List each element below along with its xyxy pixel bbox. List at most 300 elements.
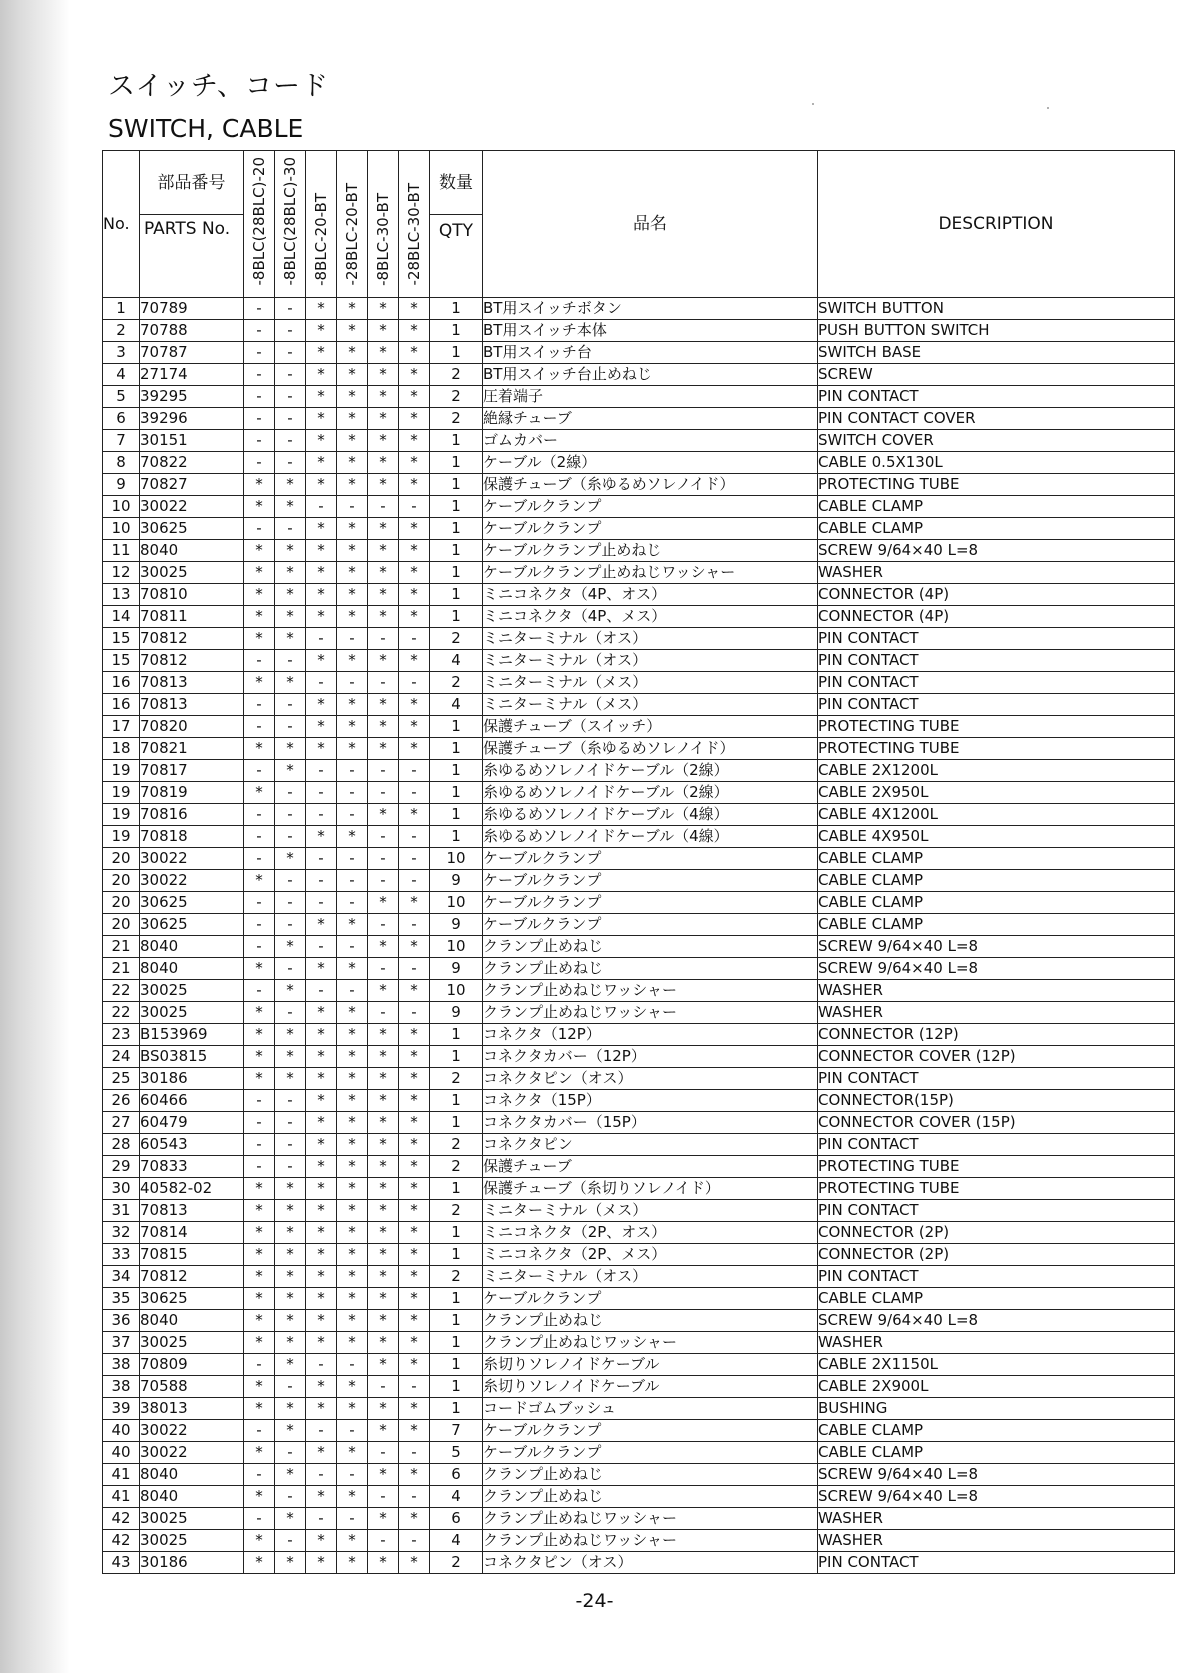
model-mark: * (306, 297, 337, 319)
quantity: 2 (430, 1155, 483, 1177)
model-mark: * (399, 737, 430, 759)
quantity: 1 (430, 715, 483, 737)
part-description: CABLE CLAMP (818, 869, 1175, 891)
model-mark: * (306, 1133, 337, 1155)
part-name: 糸ゆるめソレノイドケーブル（2線） (483, 759, 818, 781)
model-mark: - (244, 407, 275, 429)
part-name: クランプ止めねじ (483, 1485, 818, 1507)
quantity: 4 (430, 693, 483, 715)
model-mark: - (399, 1485, 430, 1507)
page-title-en: SWITCH, CABLE (108, 114, 304, 143)
quantity: 4 (430, 1485, 483, 1507)
header-model: -28BLC-30-BT (399, 151, 430, 298)
part-description: PIN CONTACT (818, 385, 1175, 407)
part-name: 絶縁チューブ (483, 407, 818, 429)
quantity: 1 (430, 1331, 483, 1353)
model-mark: - (244, 363, 275, 385)
table-row (103, 1287, 1175, 1309)
model-mark: * (399, 407, 430, 429)
model-mark: * (368, 363, 399, 385)
part-description: CABLE 4X1200L (818, 803, 1175, 825)
table-row (103, 1353, 1175, 1375)
item-no: 18 (103, 737, 140, 759)
item-no: 20 (103, 869, 140, 891)
model-mark: * (337, 1485, 368, 1507)
part-description: CABLE 0.5X130L (818, 451, 1175, 473)
item-no: 13 (103, 583, 140, 605)
part-name: ケーブル（2線） (483, 451, 818, 473)
model-mark: - (275, 363, 306, 385)
model-mark: - (368, 1001, 399, 1023)
model-mark: - (399, 913, 430, 935)
model-mark: - (306, 869, 337, 891)
part-description: CABLE CLAMP (818, 913, 1175, 935)
part-name: ゴムカバー (483, 429, 818, 451)
part-description: CONNECTOR (4P) (818, 583, 1175, 605)
item-no: 28 (103, 1133, 140, 1155)
model-mark: * (337, 605, 368, 627)
model-mark: * (399, 517, 430, 539)
model-mark: * (244, 583, 275, 605)
part-name: ケーブルクランプ (483, 1441, 818, 1463)
model-mark: * (399, 1155, 430, 1177)
model-mark: * (275, 1353, 306, 1375)
model-mark: * (399, 605, 430, 627)
part-description: CABLE CLAMP (818, 1287, 1175, 1309)
model-mark: * (275, 935, 306, 957)
model-mark: - (399, 847, 430, 869)
model-mark: * (399, 1507, 430, 1529)
part-number: 30625 (140, 1287, 244, 1309)
quantity: 2 (430, 1133, 483, 1155)
parts-table (102, 150, 1175, 1574)
header-name: 品名 (483, 151, 818, 298)
item-no: 21 (103, 957, 140, 979)
model-mark: * (337, 1133, 368, 1155)
part-name: ケーブルクランプ (483, 517, 818, 539)
model-mark: * (368, 451, 399, 473)
item-no: 3 (103, 341, 140, 363)
model-mark: * (368, 319, 399, 341)
table-row (103, 1133, 1175, 1155)
table-row (103, 671, 1175, 693)
part-name: コネクタピン (483, 1133, 818, 1155)
item-no: 2 (103, 319, 140, 341)
model-mark: * (275, 1507, 306, 1529)
model-mark: - (399, 869, 430, 891)
part-description: PROTECTING TUBE (818, 715, 1175, 737)
model-mark: * (306, 1441, 337, 1463)
model-mark: * (244, 495, 275, 517)
part-number: 60479 (140, 1111, 244, 1133)
part-number: 70588 (140, 1375, 244, 1397)
item-no: 25 (103, 1067, 140, 1089)
model-mark: * (337, 407, 368, 429)
part-number: 39296 (140, 407, 244, 429)
model-mark: - (368, 847, 399, 869)
model-mark: * (306, 737, 337, 759)
part-number: 30025 (140, 1507, 244, 1529)
model-mark: * (337, 1001, 368, 1023)
part-number: 8040 (140, 935, 244, 957)
model-mark: * (368, 1463, 399, 1485)
part-name: クランプ止めねじ (483, 935, 818, 957)
model-mark: * (368, 1397, 399, 1419)
part-description: SWITCH COVER (818, 429, 1175, 451)
quantity: 2 (430, 671, 483, 693)
item-no: 16 (103, 693, 140, 715)
part-description: PROTECTING TUBE (818, 737, 1175, 759)
part-description: SCREW 9/64×40 L=8 (818, 1309, 1175, 1331)
part-name: 保護チューブ（スイッチ） (483, 715, 818, 737)
model-mark: * (399, 341, 430, 363)
model-mark: - (306, 1353, 337, 1375)
model-mark: * (306, 1089, 337, 1111)
part-description: CABLE CLAMP (818, 847, 1175, 869)
model-mark: * (244, 1067, 275, 1089)
part-number: 30625 (140, 891, 244, 913)
table-row (103, 407, 1175, 429)
model-mark: - (244, 385, 275, 407)
item-no: 19 (103, 803, 140, 825)
part-number: BS03815 (140, 1045, 244, 1067)
part-number: 70788 (140, 319, 244, 341)
model-mark: * (306, 451, 337, 473)
quantity: 9 (430, 957, 483, 979)
item-no: 31 (103, 1199, 140, 1221)
part-number: 8040 (140, 539, 244, 561)
model-mark: * (368, 1023, 399, 1045)
table-row (103, 517, 1175, 539)
quantity: 1 (430, 1221, 483, 1243)
model-mark: * (275, 539, 306, 561)
model-mark: * (337, 1177, 368, 1199)
part-description: CONNECTOR COVER (15P) (818, 1111, 1175, 1133)
model-mark: * (306, 1551, 337, 1573)
model-mark: * (368, 517, 399, 539)
model-mark: * (368, 1221, 399, 1243)
model-mark: * (399, 891, 430, 913)
quantity: 1 (430, 1287, 483, 1309)
quantity: 1 (430, 297, 483, 319)
model-mark: * (306, 363, 337, 385)
model-mark: * (368, 1287, 399, 1309)
model-mark: - (244, 759, 275, 781)
model-mark: * (275, 627, 306, 649)
model-mark: * (244, 1485, 275, 1507)
item-no: 29 (103, 1155, 140, 1177)
model-mark: * (368, 1177, 399, 1199)
model-mark: * (337, 1375, 368, 1397)
part-name: クランプ止めねじワッシャー (483, 1001, 818, 1023)
part-number: 38013 (140, 1397, 244, 1419)
model-mark: * (399, 1309, 430, 1331)
model-mark: - (244, 517, 275, 539)
model-mark: - (275, 1133, 306, 1155)
part-name: ミニコネクタ（2P、メス） (483, 1243, 818, 1265)
quantity: 4 (430, 1529, 483, 1551)
quantity: 10 (430, 891, 483, 913)
part-number: 70813 (140, 671, 244, 693)
model-mark: * (337, 1221, 368, 1243)
model-mark: * (275, 1023, 306, 1045)
item-no: 37 (103, 1331, 140, 1353)
model-mark: - (275, 825, 306, 847)
quantity: 1 (430, 605, 483, 627)
model-mark: * (337, 517, 368, 539)
model-mark: * (275, 671, 306, 693)
part-description: CABLE CLAMP (818, 1419, 1175, 1441)
model-mark: * (368, 979, 399, 1001)
model-mark: - (368, 759, 399, 781)
model-mark: - (306, 847, 337, 869)
part-name: クランプ止めねじ (483, 1309, 818, 1331)
quantity: 2 (430, 627, 483, 649)
model-mark: - (244, 979, 275, 1001)
part-description: PIN CONTACT (818, 671, 1175, 693)
quantity: 1 (430, 1023, 483, 1045)
part-description: SCREW 9/64×40 L=8 (818, 539, 1175, 561)
quantity: 9 (430, 869, 483, 891)
model-mark: * (399, 451, 430, 473)
part-number: 70787 (140, 341, 244, 363)
table-row (103, 1309, 1175, 1331)
part-name: 保護チューブ（糸ゆるめソレノイド） (483, 737, 818, 759)
part-name: 糸切りソレノイドケーブル (483, 1375, 818, 1397)
model-mark: - (275, 517, 306, 539)
model-mark: - (275, 693, 306, 715)
part-number: 70815 (140, 1243, 244, 1265)
header-model: -8BLC-20-BT (306, 151, 337, 298)
model-mark: * (244, 1375, 275, 1397)
part-name: 保護チューブ（糸切りソレノイド） (483, 1177, 818, 1199)
model-mark: * (399, 583, 430, 605)
part-name: コネクタ（15P） (483, 1089, 818, 1111)
model-mark: - (368, 1441, 399, 1463)
model-mark: * (399, 1199, 430, 1221)
part-name: ミニターミナル（メス） (483, 671, 818, 693)
model-mark: - (275, 1529, 306, 1551)
model-mark: - (244, 1111, 275, 1133)
model-mark: * (306, 1309, 337, 1331)
model-mark: * (368, 473, 399, 495)
model-mark: - (275, 1155, 306, 1177)
scan-edge-shadow (0, 0, 70, 1673)
item-no: 27 (103, 1111, 140, 1133)
table-row (103, 847, 1175, 869)
page-title-jp: スイッチ、コード (108, 71, 330, 102)
model-mark: - (244, 1089, 275, 1111)
model-mark: * (368, 341, 399, 363)
model-mark: * (244, 627, 275, 649)
part-name: ミニターミナル（メス） (483, 1199, 818, 1221)
model-mark: * (275, 1243, 306, 1265)
part-number: 70820 (140, 715, 244, 737)
part-number: 70822 (140, 451, 244, 473)
part-description: CONNECTOR (2P) (818, 1221, 1175, 1243)
part-name: コネクタカバー（15P） (483, 1111, 818, 1133)
part-description: CABLE 2X900L (818, 1375, 1175, 1397)
table-header-row (103, 151, 1175, 215)
model-mark: - (244, 341, 275, 363)
part-number: 8040 (140, 957, 244, 979)
quantity: 1 (430, 1375, 483, 1397)
part-description: PUSH BUTTON SWITCH (818, 319, 1175, 341)
part-description: PIN CONTACT (818, 1265, 1175, 1287)
model-mark: - (244, 913, 275, 935)
model-mark: - (306, 803, 337, 825)
quantity: 1 (430, 561, 483, 583)
part-number: 39295 (140, 385, 244, 407)
model-mark: - (368, 825, 399, 847)
item-no: 12 (103, 561, 140, 583)
model-mark: - (275, 407, 306, 429)
scan-speck (1047, 107, 1049, 109)
quantity: 1 (430, 1309, 483, 1331)
quantity: 10 (430, 979, 483, 1001)
quantity: 10 (430, 847, 483, 869)
model-mark: * (244, 1243, 275, 1265)
item-no: 8 (103, 451, 140, 473)
model-mark: - (275, 1111, 306, 1133)
part-number: 30022 (140, 495, 244, 517)
model-mark: - (275, 1441, 306, 1463)
header-qty-jp: 数量 (430, 151, 483, 215)
model-mark: - (275, 429, 306, 451)
part-number: 30022 (140, 1419, 244, 1441)
part-name: BT用スイッチボタン (483, 297, 818, 319)
part-name: ミニターミナル（オス） (483, 1265, 818, 1287)
model-mark: * (275, 847, 306, 869)
model-mark: - (275, 869, 306, 891)
model-mark: * (306, 1221, 337, 1243)
part-name: 糸ゆるめソレノイドケーブル（4線） (483, 803, 818, 825)
part-number: 30022 (140, 1441, 244, 1463)
model-mark: * (337, 561, 368, 583)
model-mark: * (275, 759, 306, 781)
model-mark: * (337, 737, 368, 759)
model-mark: * (399, 935, 430, 957)
model-mark: - (244, 1133, 275, 1155)
model-mark: * (244, 1023, 275, 1045)
item-no: 1 (103, 297, 140, 319)
model-mark: * (337, 583, 368, 605)
table-row (103, 781, 1175, 803)
quantity: 2 (430, 363, 483, 385)
model-mark: * (368, 1309, 399, 1331)
model-mark: - (399, 1529, 430, 1551)
model-mark: - (368, 627, 399, 649)
model-mark: - (399, 671, 430, 693)
model-mark: * (368, 737, 399, 759)
model-mark: * (368, 1507, 399, 1529)
table-row (103, 1507, 1175, 1529)
model-mark: - (275, 649, 306, 671)
model-mark: * (368, 1111, 399, 1133)
part-name: 保護チューブ（糸ゆるめソレノイド） (483, 473, 818, 495)
part-number: 30022 (140, 847, 244, 869)
part-description: CABLE CLAMP (818, 1441, 1175, 1463)
part-description: CABLE 2X1150L (818, 1353, 1175, 1375)
model-mark: - (306, 891, 337, 913)
part-number: 27174 (140, 363, 244, 385)
model-mark: - (244, 847, 275, 869)
model-mark: - (275, 957, 306, 979)
model-mark: * (337, 1265, 368, 1287)
model-mark: * (399, 385, 430, 407)
quantity: 2 (430, 1265, 483, 1287)
model-mark: * (337, 1331, 368, 1353)
model-mark: * (306, 1485, 337, 1507)
quantity: 1 (430, 759, 483, 781)
model-mark: * (399, 1023, 430, 1045)
model-mark: * (399, 693, 430, 715)
part-name: ケーブルクランプ (483, 1287, 818, 1309)
model-mark: - (306, 1507, 337, 1529)
item-no: 41 (103, 1485, 140, 1507)
model-mark: * (368, 1243, 399, 1265)
item-no: 22 (103, 979, 140, 1001)
quantity: 5 (430, 1441, 483, 1463)
part-number: 30025 (140, 1529, 244, 1551)
model-mark: * (337, 429, 368, 451)
part-description: CONNECTOR (4P) (818, 605, 1175, 627)
table-row (103, 539, 1175, 561)
model-mark: - (368, 869, 399, 891)
quantity: 9 (430, 913, 483, 935)
item-no: 19 (103, 825, 140, 847)
table-row (103, 341, 1175, 363)
item-no: 43 (103, 1551, 140, 1573)
model-mark: * (275, 495, 306, 517)
part-description: PIN CONTACT (818, 627, 1175, 649)
quantity: 1 (430, 1353, 483, 1375)
header-model: -28BLC-20-BT (337, 151, 368, 298)
model-mark: - (368, 957, 399, 979)
part-number: 30186 (140, 1067, 244, 1089)
model-mark: * (399, 1177, 430, 1199)
model-mark: - (368, 1529, 399, 1551)
part-number: 70812 (140, 649, 244, 671)
model-mark: * (337, 1089, 368, 1111)
table-row (103, 473, 1175, 495)
model-mark: * (368, 935, 399, 957)
model-mark: * (368, 1419, 399, 1441)
table-row (103, 803, 1175, 825)
model-mark: * (275, 1067, 306, 1089)
quantity: 2 (430, 1551, 483, 1573)
model-mark: * (275, 561, 306, 583)
part-name: ミニターミナル（オス） (483, 649, 818, 671)
quantity: 1 (430, 737, 483, 759)
table-row (103, 693, 1175, 715)
item-no: 20 (103, 913, 140, 935)
model-mark: - (275, 715, 306, 737)
part-number: 30025 (140, 1001, 244, 1023)
table-row (103, 869, 1175, 891)
model-mark: * (337, 1441, 368, 1463)
model-mark: * (306, 1529, 337, 1551)
item-no: 10 (103, 495, 140, 517)
quantity: 1 (430, 1045, 483, 1067)
part-description: WASHER (818, 561, 1175, 583)
model-mark: - (244, 1419, 275, 1441)
model-mark: - (244, 1463, 275, 1485)
header-no: No. (103, 151, 140, 298)
model-mark: * (306, 473, 337, 495)
part-name: コードゴムブッシュ (483, 1397, 818, 1419)
model-mark: * (399, 1067, 430, 1089)
